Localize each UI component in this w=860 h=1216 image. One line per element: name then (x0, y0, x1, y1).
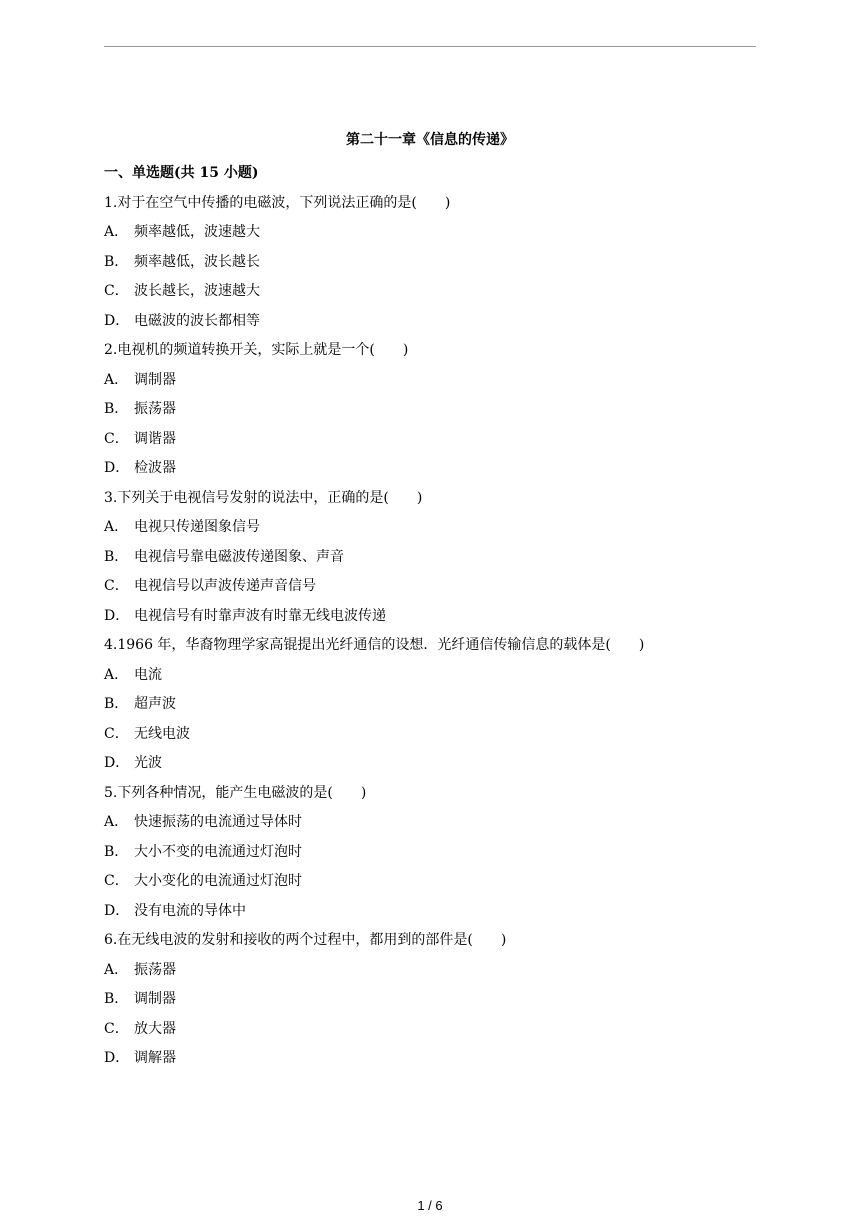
option-letter: C． (104, 283, 129, 299)
header-rule (104, 46, 756, 47)
option-c (104, 870, 764, 900)
question-stem: 3.下列关于电视信号发射的说法中，正确的是( ) (104, 489, 423, 506)
option-text: 调制器 (134, 371, 176, 388)
question-6 (104, 929, 764, 1077)
question-list (104, 162, 764, 1077)
option-text: 检波器 (134, 460, 176, 476)
option-letter: D． (104, 460, 130, 476)
option-text: 大小变化的电流通过灯泡时 (134, 873, 302, 889)
option-a (104, 369, 764, 399)
option-a (104, 221, 764, 251)
option-letter: B． (104, 253, 129, 270)
option-a (104, 959, 764, 989)
option-c (104, 1018, 764, 1048)
option-letter: A． (104, 224, 129, 240)
option-text: 电流 (134, 666, 162, 683)
option-text: 电视信号以声波传递声音信号 (134, 578, 316, 594)
option-b (104, 988, 764, 1018)
section-heading: 一、单选题(共 15 小题) (104, 165, 259, 181)
option-text: 光波 (134, 755, 162, 771)
option-letter: A． (104, 961, 129, 978)
question-stem: 4.1966 年，华裔物理学家高锟提出光纤通信的设想．光纤通信传输信息的载体是( ) (104, 637, 645, 653)
option-letter: D． (104, 312, 130, 329)
option-text: 调谐器 (134, 430, 176, 447)
option-text: 电视信号有时靠声波有时靠无线电波传递 (134, 607, 386, 624)
question-5 (104, 782, 764, 930)
option-text: 电视信号靠电磁波传递图象、声音 (134, 548, 344, 565)
option-text: 无线电波 (134, 725, 190, 742)
question-stem: 6.在无线电波的发射和接收的两个过程中，都用到的部件是( ) (104, 932, 507, 948)
option-b (104, 546, 764, 576)
question-stem: 1.对于在空气中传播的电磁波，下列说法正确的是( ) (104, 194, 451, 211)
question-stem: 5.下列各种情况，能产生电磁波的是( ) (104, 784, 367, 801)
page-title: 第二十一章《信息的传递》 (346, 132, 514, 148)
option-letter: A． (104, 371, 129, 388)
option-d (104, 752, 764, 782)
option-letter: D． (104, 1050, 130, 1066)
option-letter: C． (104, 430, 129, 447)
option-letter: A． (104, 519, 129, 535)
option-letter: B． (104, 401, 129, 417)
option-text: 没有电流的导体中 (134, 902, 246, 919)
option-text: 频率越低，波长越长 (134, 253, 260, 270)
option-letter: A． (104, 814, 129, 830)
option-text: 电视只传递图象信号 (134, 519, 260, 535)
option-c (104, 280, 764, 310)
option-d (104, 457, 764, 487)
option-letter: D． (104, 755, 130, 771)
option-letter: B． (104, 843, 129, 860)
option-b (104, 251, 764, 281)
option-c (104, 428, 764, 458)
option-text: 波长越长，波速越大 (134, 283, 260, 299)
option-letter: D． (104, 607, 130, 624)
option-text: 大小不变的电流通过灯泡时 (134, 843, 302, 860)
option-letter: B． (104, 548, 129, 565)
option-text: 调制器 (134, 991, 176, 1007)
option-b (104, 841, 764, 871)
question-2 (104, 339, 764, 487)
option-text: 调解器 (134, 1050, 176, 1066)
option-text: 振荡器 (134, 401, 176, 417)
option-text: 振荡器 (134, 961, 176, 978)
option-letter: D． (104, 902, 130, 919)
option-d (104, 605, 764, 635)
page-number: 1 / 6 (417, 1198, 443, 1213)
option-text: 放大器 (134, 1020, 176, 1037)
option-text: 快速振荡的电流通过导体时 (134, 814, 302, 830)
option-a (104, 811, 764, 841)
option-letter: C． (104, 578, 129, 594)
option-a (104, 664, 764, 694)
option-text: 超声波 (134, 696, 176, 712)
option-letter: A． (104, 666, 129, 683)
option-d (104, 310, 764, 340)
option-c (104, 723, 764, 753)
option-letter: C． (104, 725, 129, 742)
question-4 (104, 634, 764, 782)
option-letter: C． (104, 1020, 129, 1037)
option-letter: B． (104, 991, 129, 1007)
option-text: 电磁波的波长都相等 (134, 312, 260, 329)
question-3 (104, 487, 764, 635)
option-b (104, 693, 764, 723)
option-letter: C． (104, 873, 129, 889)
option-c (104, 575, 764, 605)
question-stem: 2.电视机的频道转换开关，实际上就是一个( ) (104, 342, 409, 358)
option-d (104, 900, 764, 930)
option-a (104, 516, 764, 546)
option-b (104, 398, 764, 428)
option-text: 频率越低，波速越大 (134, 224, 260, 240)
option-d (104, 1047, 764, 1077)
question-1 (104, 192, 764, 340)
option-letter: B． (104, 696, 129, 712)
